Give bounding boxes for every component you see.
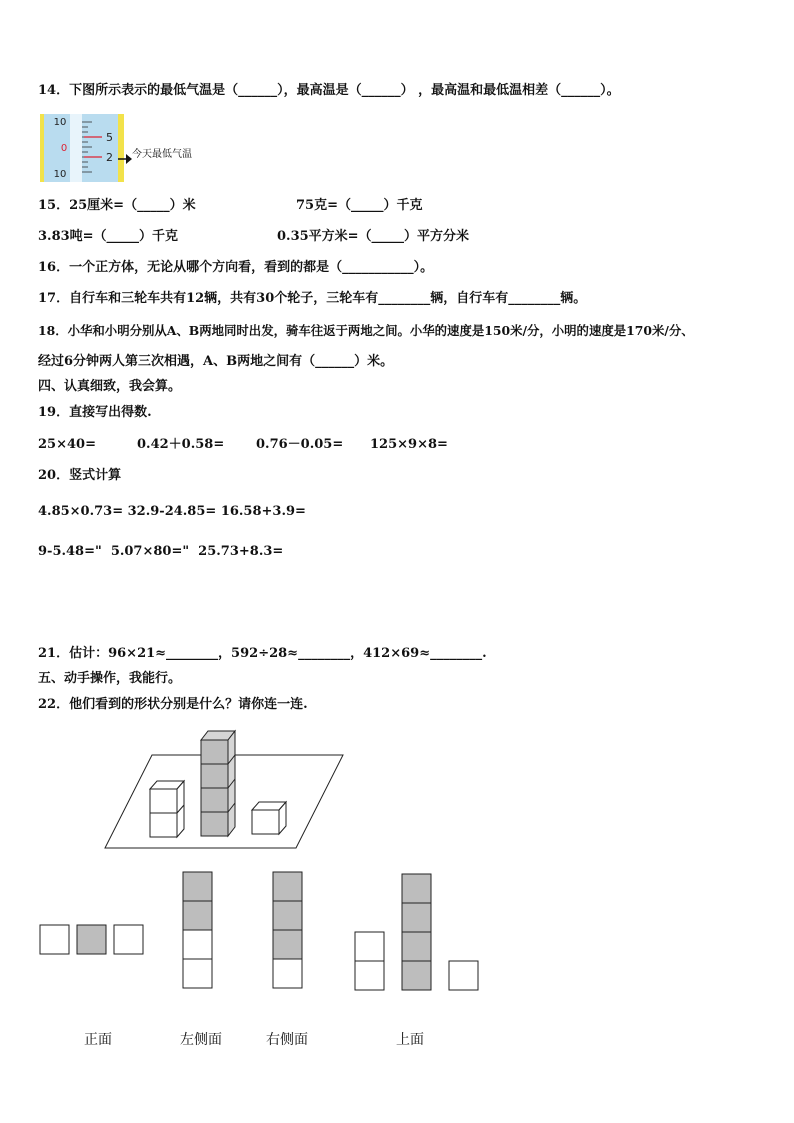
question-18-line1: 18．小华和小明分别从A、B两地同时出发，骑车往返于两地之间。小华的速度是150米/分，小明的速度是170米/分、 [38,323,694,338]
view-label-top: 上面 [396,1032,424,1048]
tick-label-five: 5 [106,131,113,144]
q19-item-1: 25×40= [38,437,96,452]
question-22: 22．他们看到的形状分别是什么？请你连一连. [38,697,308,712]
question-17: 17．自行车和三轮车共有12辆，共有30个轮子，三轮车有________辆，自行车有________辆。 [38,291,587,306]
question-14: 14．下图所示表示的最低气温是（______），最高温是（______） ，最高温和最低温相差（______）。 [38,83,620,98]
q20-line-1: 4.85×0.73= 32.9-24.85= 16.58+3.9= [38,504,306,519]
q20-line-2: 9-5.48=" 5.07×80=" 25.73+8.3= [38,544,284,559]
q19-item-2: 0.42＋0.58= [137,437,225,452]
tick-label-top: 10 [53,117,67,128]
shape-option-2 [183,872,212,988]
q19-item-4: 125×9×8= [370,437,448,452]
thermometer-figure [40,114,124,182]
question-18-line2: 经过6分钟两人第三次相遇，A、B两地之间有（______）米。 [38,354,394,369]
thermometer-arrow-icon [118,150,132,162]
question-15d: 0.35平方米=（_____）平方分米 [277,229,470,244]
question-15c: 3.83吨=（_____）千克 [38,229,179,244]
section-5-heading: 五、动手操作，我能行。 [38,671,182,686]
question-19: 19．直接写出得数. [38,405,152,420]
section-4-heading: 四、认真细致，我会算。 [38,379,182,394]
q19-item-3: 0.76－0.05= [256,437,344,452]
shape-option-3 [273,872,302,988]
tick-label-two: 2 [106,151,113,164]
view-label-right: 右侧面 [266,1032,308,1048]
question-21: 21．估计：96×21≈________，592÷28≈________，412×69≈________. [38,646,487,661]
cube-arrangement-figure [100,726,350,852]
question-15a: 15．25厘米=（_____）米 [38,198,196,213]
view-shapes [38,870,488,994]
view-label-left: 左侧面 [180,1032,222,1048]
tick-label-bottom: 10 [53,169,67,180]
question-20: 20．竖式计算 [38,468,122,483]
question-16: 16．一个正方体，无论从哪个方向看，看到的都是（___________）。 [38,260,434,275]
thermometer-caption: 今天最低气温 [132,149,192,160]
shape-option-4 [355,874,478,990]
question-15b: 75克=（_____）千克 [296,198,423,213]
tick-label-zero: 0 [60,143,68,154]
view-label-front: 正面 [84,1032,112,1048]
shape-option-1 [40,925,143,954]
